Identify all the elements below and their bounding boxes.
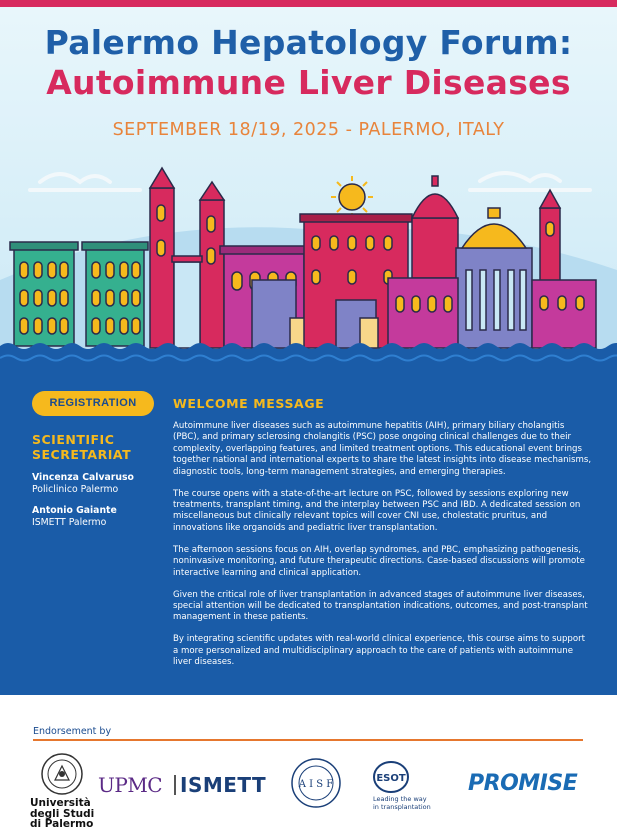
member-name: Vincenza Calvaruso — [32, 472, 134, 483]
unipa-line: degli Studi — [30, 807, 95, 820]
top-accent-bar — [0, 0, 617, 7]
cloud-left — [30, 174, 140, 190]
unipa-seal-icon — [40, 752, 84, 796]
member-affiliation: Policlinico Palermo — [32, 484, 119, 495]
sun-icon — [331, 176, 373, 218]
welcome-paragraph: Given the critical role of liver transplantation in advanced stages of autoimmune liver diseases, special attention will be dedicated to transplantation indications, outcomes, and post-transplant management in these patients. — [173, 589, 588, 623]
endorsement-divider — [33, 739, 583, 741]
ismett-logo-text: ISMETT — [180, 773, 267, 797]
building-green-left — [10, 242, 78, 346]
welcome-paragraph: By integrating scientific updates with real-world clinical experience, this course aims to support a more personalized and multidisciplinary approach to the care of patients with autoimmune liver diseases. — [173, 634, 586, 668]
secretariat-title: SCIENTIFIC SECRETARIAT — [32, 432, 132, 462]
unipa-line: Università — [30, 797, 91, 809]
promise-logo-text: PROMISE — [468, 771, 578, 796]
page-title-line2: Autoimmune Liver Diseases — [46, 63, 571, 102]
member-affiliation: ISMETT Palermo — [32, 517, 107, 528]
building-green-right — [82, 242, 148, 346]
aisf-seal-icon — [290, 757, 342, 809]
opera-house — [456, 208, 532, 348]
purple-colonnade — [388, 278, 458, 348]
welcome-body — [173, 421, 593, 679]
page-title-line1: Palermo Hepatology Forum: — [44, 23, 573, 62]
esot-text: ESOT — [376, 773, 406, 784]
welcome-paragraph: The course opens with a state-of-the-art lecture on PSC, followed by sessions exploring new treatments, transplant timing, and the interplay between PSC and IBD. A dedicated session on miscellaneous but clinically relevant topics will cover CNI use, cholestatic pruritus, and innovations like organoids and pediatric liver transplantation. — [173, 488, 581, 533]
unipa-line: di Palermo — [30, 818, 94, 830]
esot-logo-icon — [373, 761, 409, 795]
registration-button[interactable]: REGISTRATION — [32, 391, 154, 416]
esot-tagline-line: in transplantation — [373, 802, 431, 811]
secretariat-member — [32, 505, 117, 529]
event-dates: SEPTEMBER 18/19, 2025 - PALERMO, ITALY — [112, 120, 505, 140]
upmc-logo-text: UPMC — [98, 773, 163, 797]
welcome-paragraph: Autoimmune liver diseases such as autoimmune hepatitis (AIH), primary biliary cholangitis (PBC), and primary sclerosing cholangitis (PSC) pose ongoing clinical challenges due to their complexity, overlapping features, and limited treatment options. This educational event brings together national and international experts to share the latest insights into disease mechanisms, diagnostic tools, long-term management strategies, and emerging therapies. — [173, 421, 592, 477]
aisf-text: A I S F — [298, 779, 334, 790]
unipa-name — [30, 798, 94, 830]
welcome-title: WELCOME MESSAGE — [173, 396, 325, 411]
cathedral — [150, 168, 308, 348]
logo-divider — [174, 775, 176, 795]
palermo-skyline-illustration — [0, 160, 617, 380]
esot-tagline — [373, 796, 431, 811]
cloud-right — [470, 173, 590, 190]
welcome-paragraph: The afternoon sessions focus on AIH, overlap syndromes, and PBC, emphasizing pathogenesis, noninvasive monitoring, and future therapeutic directions. Case-based discussions will promote interactive learning and clinical application. — [173, 544, 585, 578]
esot-tagline-line: Leading the way — [373, 795, 427, 803]
red-dome — [412, 176, 458, 278]
member-name: Antonio Gaiante — [32, 505, 117, 516]
secretariat-member — [32, 472, 134, 496]
endorsement-label: Endorsement by — [33, 726, 112, 737]
